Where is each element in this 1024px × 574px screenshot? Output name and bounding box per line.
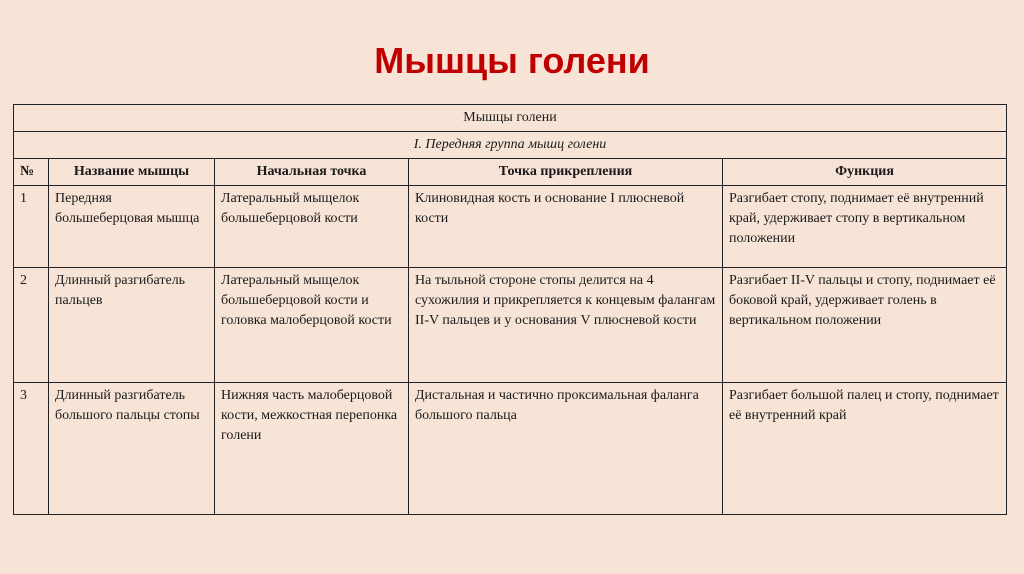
header-origin: Начальная точка <box>215 159 409 186</box>
cell-num: 2 <box>14 268 49 383</box>
cell-insertion: Дистальная и частично проксимальная фаланга большого пальца <box>409 383 723 515</box>
cell-origin: Нижняя часть малоберцовой кости, межкостная перепонка голени <box>215 383 409 515</box>
table-group-row <box>14 132 1007 159</box>
header-insertion: Точка прикрепления <box>409 159 723 186</box>
cell-origin: Латеральный мыщелок большеберцовой кости и головка малоберцовой кости <box>215 268 409 383</box>
cell-function: Разгибает стопу, поднимает её внутренний край, удерживает стопу в вертикальном положении <box>723 186 1007 268</box>
cell-function: Разгибает большой палец и стопу, поднимает её внутренний край <box>723 383 1007 515</box>
table-row <box>14 383 1007 515</box>
cell-name: Передняя большеберцовая мышца <box>49 186 215 268</box>
muscles-table <box>13 104 1007 515</box>
cell-num: 1 <box>14 186 49 268</box>
cell-name: Длинный разгибатель большого пальцы стопы <box>49 383 215 515</box>
table-caption-row <box>14 105 1007 132</box>
table-row <box>14 186 1007 268</box>
cell-num: 3 <box>14 383 49 515</box>
page-title: Мышцы голени <box>374 40 650 81</box>
table-header-row <box>14 159 1007 186</box>
cell-insertion: Клиновидная кость и основание I плюсневой кости <box>409 186 723 268</box>
cell-name: Длинный разгибатель пальцев <box>49 268 215 383</box>
cell-function: Разгибает II-V пальцы и стопу, поднимает её боковой край, удерживает голень в вертикальном положении <box>723 268 1007 383</box>
header-function: Функция <box>723 159 1007 186</box>
cell-origin: Латеральный мыщелок большеберцовой кости <box>215 186 409 268</box>
table-row <box>14 268 1007 383</box>
header-name: Название мышцы <box>49 159 215 186</box>
group-label: I. Передняя группа мышц голени <box>14 132 1007 159</box>
table-caption: Мышцы голени <box>14 105 1007 132</box>
cell-insertion: На тыльной стороне стопы делится на 4 сухожилия и прикрепляется к концевым фалангам II-V пальцев и у основания V плюсневой кости <box>409 268 723 383</box>
header-num: № <box>14 159 49 186</box>
